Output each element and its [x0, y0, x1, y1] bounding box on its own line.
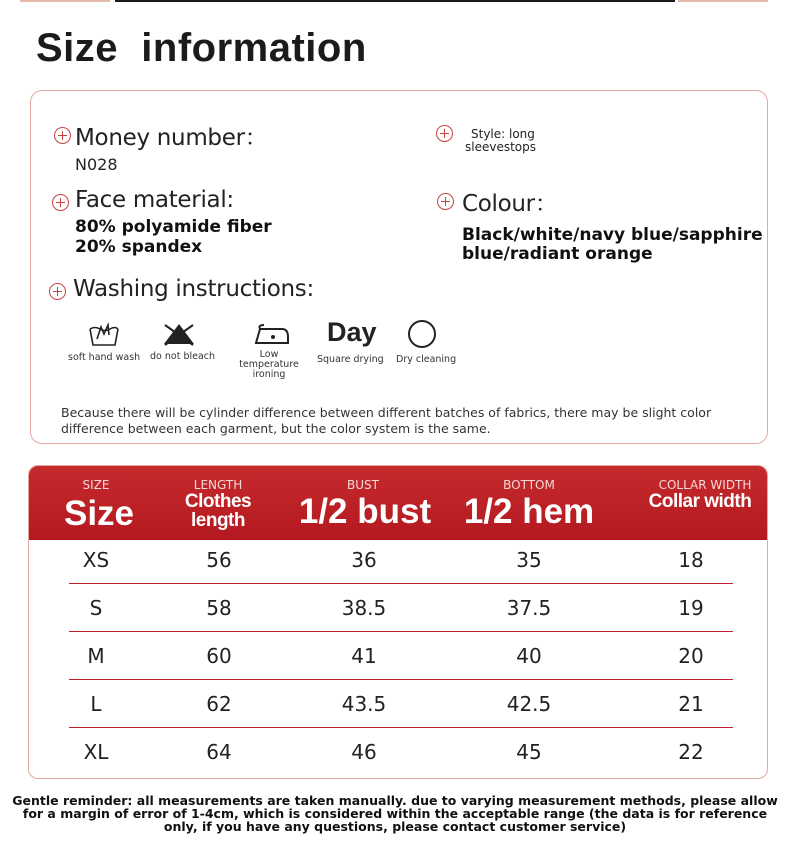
header-bottom-en: BOTTOM — [503, 478, 555, 492]
header-length-en: LENGTH — [193, 478, 243, 492]
cell-size: L — [90, 692, 102, 716]
table-row — [29, 680, 767, 728]
cell-bust: 41 — [351, 644, 377, 668]
wash-caption-iron: Low temperature ironing — [239, 349, 299, 380]
cell-hem: 37.5 — [506, 596, 552, 620]
header-size-en: SIZE — [82, 478, 110, 492]
cell-size: XS — [82, 548, 110, 572]
face-material-line-1: 80% polyamide fiber — [75, 217, 272, 237]
cell-bust: 43.5 — [341, 692, 387, 716]
face-material-label: Face material: — [75, 187, 234, 213]
cell-length: 56 — [206, 548, 232, 572]
header-bust: 1/2 bust — [298, 492, 432, 531]
cell-hem: 40 — [516, 644, 542, 668]
iron-low-icon — [252, 323, 292, 347]
colour-label: Colour： — [462, 191, 558, 217]
wash-caption-dryclean: Dry cleaning — [396, 354, 457, 365]
cell-length: 64 — [206, 740, 232, 764]
header-hem: 1/2 hem — [463, 492, 595, 531]
page-title: Size information — [36, 26, 367, 70]
cell-collar: 21 — [678, 692, 704, 716]
header-collar: Collar width — [648, 491, 752, 512]
header-bust-en: BUST — [347, 478, 379, 492]
info-card — [30, 90, 768, 444]
cell-hem: 35 — [516, 548, 542, 572]
colour-line-2: blue/radiant orange — [462, 244, 653, 264]
colour-line-1: Black/white/navy blue/sapphire — [462, 225, 763, 245]
table-header — [29, 466, 767, 540]
top-decor-strip — [115, 0, 675, 2]
cell-bust: 36 — [351, 548, 377, 572]
style-line-2: sleevestops — [465, 140, 537, 154]
header-length: Clothes length — [184, 491, 252, 531]
dry-clean-icon — [407, 319, 437, 349]
money-number-value: N028 — [75, 155, 118, 174]
cell-bust: 46 — [351, 740, 377, 764]
cell-length: 60 — [206, 644, 232, 668]
cell-bust: 38.5 — [341, 596, 387, 620]
face-material-line-2: 20% spandex — [75, 237, 203, 257]
gentle-reminder: Gentle reminder: all measurements are taken manually. due to varying measurement methods, please allow for a margin of error of 1-4cm, which is considered within the acceptable range (the data is for reference only, if you have any questions, please contact customer service) — [12, 793, 778, 834]
cell-collar: 22 — [678, 740, 704, 764]
table-row — [29, 536, 767, 584]
size-table — [28, 465, 768, 779]
wash-caption-hand: soft hand wash — [68, 352, 141, 363]
circle-plus-icon — [436, 125, 453, 142]
cell-length: 58 — [206, 596, 232, 620]
top-decor-strip — [20, 0, 110, 2]
header-collar-en: COLLAR WIDTH — [658, 478, 752, 492]
table-row — [29, 632, 767, 680]
cell-collar: 18 — [678, 548, 704, 572]
table-row — [29, 728, 767, 776]
square-drying-icon: Day — [327, 317, 377, 347]
header-size: Size — [63, 494, 135, 533]
wash-caption-drying: Square drying — [317, 354, 384, 365]
circle-plus-icon — [437, 193, 454, 210]
no-bleach-icon — [161, 321, 197, 347]
money-number-label: Money number： — [75, 125, 268, 151]
cell-collar: 19 — [678, 596, 704, 620]
color-disclaimer: Because there will be cylinder difference between different batches of fabrics, there may be slight color difference between each garment, but the color system is the same. — [61, 405, 712, 436]
cell-size: XL — [83, 740, 109, 764]
style-line-1: Style: long — [471, 127, 535, 141]
cell-collar: 20 — [678, 644, 704, 668]
wash-caption-bleach: do not bleach — [150, 351, 216, 362]
cell-size: M — [87, 644, 105, 668]
table-row — [29, 584, 767, 632]
top-decor-strip — [678, 0, 768, 2]
hand-wash-icon — [87, 321, 121, 347]
cell-hem: 42.5 — [506, 692, 552, 716]
cell-size: S — [89, 596, 103, 620]
cell-length: 62 — [206, 692, 232, 716]
circle-plus-icon — [52, 194, 69, 211]
cell-hem: 45 — [516, 740, 542, 764]
washing-label: Washing instructions: — [73, 276, 314, 302]
circle-plus-icon — [49, 283, 66, 300]
circle-plus-icon — [54, 127, 71, 144]
